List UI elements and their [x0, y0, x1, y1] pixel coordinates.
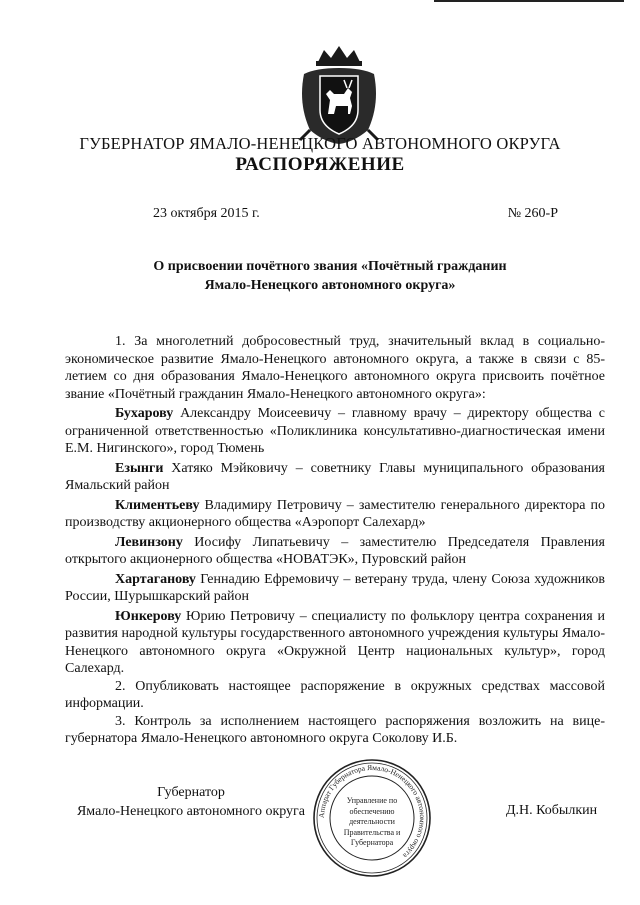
paragraph-1: 1. За многолетний добросовестный труд, значительный вклад в социально-экономическое развитие Ямало-Ненецкого автономного округа, а также в связи с 85-летием со дня образования Ямало-Ненецкого автономного округа присвоить почётное звание «Почётный гражданин Ямало-Ненецкого автономного округа»:	[65, 334, 605, 402]
person-surname: Бухарову	[115, 406, 174, 421]
person-details: Юрию Петровичу – специалисту по фольклору центра сохранения и развития народной культуры государственного автономного учреждения культуры Ямало-Ненецкого автономного округа «Окружной Центр национальных культур», город Салехард.	[65, 608, 605, 676]
person-entry	[65, 534, 605, 569]
coat-of-arms-icon	[296, 44, 382, 146]
document-body	[65, 333, 605, 748]
person-surname: Езынги	[115, 460, 164, 476]
document-date: 23 октября 2015 г.	[153, 206, 260, 221]
stamp-ring-text: Аппарат Губернатора Ямало-Ненецкого автономного округа	[316, 762, 428, 861]
signatory-title-line-2: Ямало-Ненецкого автономного округа	[76, 804, 306, 819]
person-details: Геннадию Ефремовичу – ветерану труда, члену Союза художников России, Шурышкарский район	[65, 571, 605, 604]
signatory-title-line-1: Губернатор	[157, 785, 225, 800]
person-entry	[65, 460, 605, 495]
person-details: Александру Моисеевичу – главному врачу – директору общества с ограниченной ответственностью «Поликлиника консультативно-диагностическая имени Е.М. Нигинского», город Тюмень	[65, 406, 605, 456]
person-details: Хатяко Мэйковичу – советнику Главы муниципального образования Ямальский район	[65, 460, 605, 493]
person-surname: Левинзону	[115, 534, 183, 550]
person-entry	[65, 497, 605, 532]
person-entry	[65, 571, 605, 606]
subject-line-1: О присвоении почётного звания «Почётный гражданин	[153, 259, 507, 274]
signatory-name: Д.Н. Кобылкин	[506, 803, 598, 818]
subject-line-2: Ямало-Ненецкого автономного округа»	[204, 278, 456, 293]
person-entry	[65, 405, 605, 458]
person-surname: Хартаганову	[115, 571, 196, 587]
person-entry	[65, 608, 605, 678]
signatory-title	[61, 783, 321, 821]
document-number: № 260-Р	[507, 206, 558, 221]
person-details: Иосифу Липатьевичу – заместителю Председателя Правления открытого акционерного общества «НОВАТЭК», Пуровский район	[65, 534, 605, 567]
paragraph-3: 3. Контроль за исполнением настоящего распоряжения возложить на вице-губернатора Ямало-Ненецкого автономного округа Соколову И.Б.	[65, 713, 605, 746]
top-rule	[434, 0, 624, 2]
document-type: РАСПОРЯЖЕНИЕ	[235, 154, 405, 175]
stamp-center-text: Управление по обеспечению деятельности Правительства и Губернатора	[343, 796, 401, 847]
document-subject	[130, 257, 530, 295]
paragraph-2: 2. Опубликовать настоящее распоряжение в окружных средствах массовой информации.	[65, 678, 605, 711]
person-surname: Климентьеву	[115, 497, 200, 513]
person-surname: Юнкерову	[115, 608, 182, 624]
person-details: Владимиру Петровичу – заместителю генерального директора по производству акционерного общества «Аэропорт Салехард»	[65, 497, 605, 530]
governor-title: ГУБЕРНАТОР ЯМАЛО-НЕНЕЦКОГО АВТОНОМНОГО ОКРУГА	[79, 134, 561, 153]
